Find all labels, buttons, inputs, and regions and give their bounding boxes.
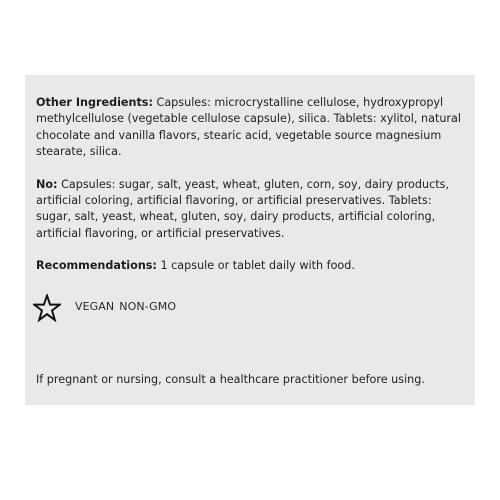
other-ingredients-section [36, 95, 461, 161]
product-info-panel [25, 75, 475, 405]
recommendations-label: Recommendations: [36, 259, 157, 273]
free-from-section [36, 177, 461, 243]
recommendations-text: 1 capsule or tablet daily with food. [156, 259, 355, 273]
non-gmo-label: NON-GMO [119, 300, 177, 314]
other-ingredients-text: Capsules: microcrystalline cellulose, hydroxypropyl methylcellulose (vegetable cellulose capsule), silica. Tablets: xylitol, natural chocolate and vanilla flavors, stearic acid, vegetable source magnesium stearate, silica. [36, 96, 461, 159]
badge-labels [75, 299, 176, 315]
vegan-label: VEGAN [75, 300, 115, 314]
star-icon [33, 294, 61, 322]
free-from-label: No: [36, 177, 58, 191]
pregnancy-warning: If pregnant or nursing, consult a healthcare practitioner before using. [36, 373, 425, 386]
free-from-text: Capsules: sugar, salt, yeast, wheat, gluten, corn, soy, dairy products, artificial coloring, artificial flavoring, or artificial preservatives. Tablets: sugar, salt, yeast, wheat, gluten, soy, dairy products, artificial coloring, artificial flavoring, or artificial preservatives. [36, 177, 450, 240]
certification-badges [36, 293, 461, 323]
other-ingredients-label: Other Ingredients: [36, 96, 153, 109]
recommendations-section [36, 258, 461, 274]
